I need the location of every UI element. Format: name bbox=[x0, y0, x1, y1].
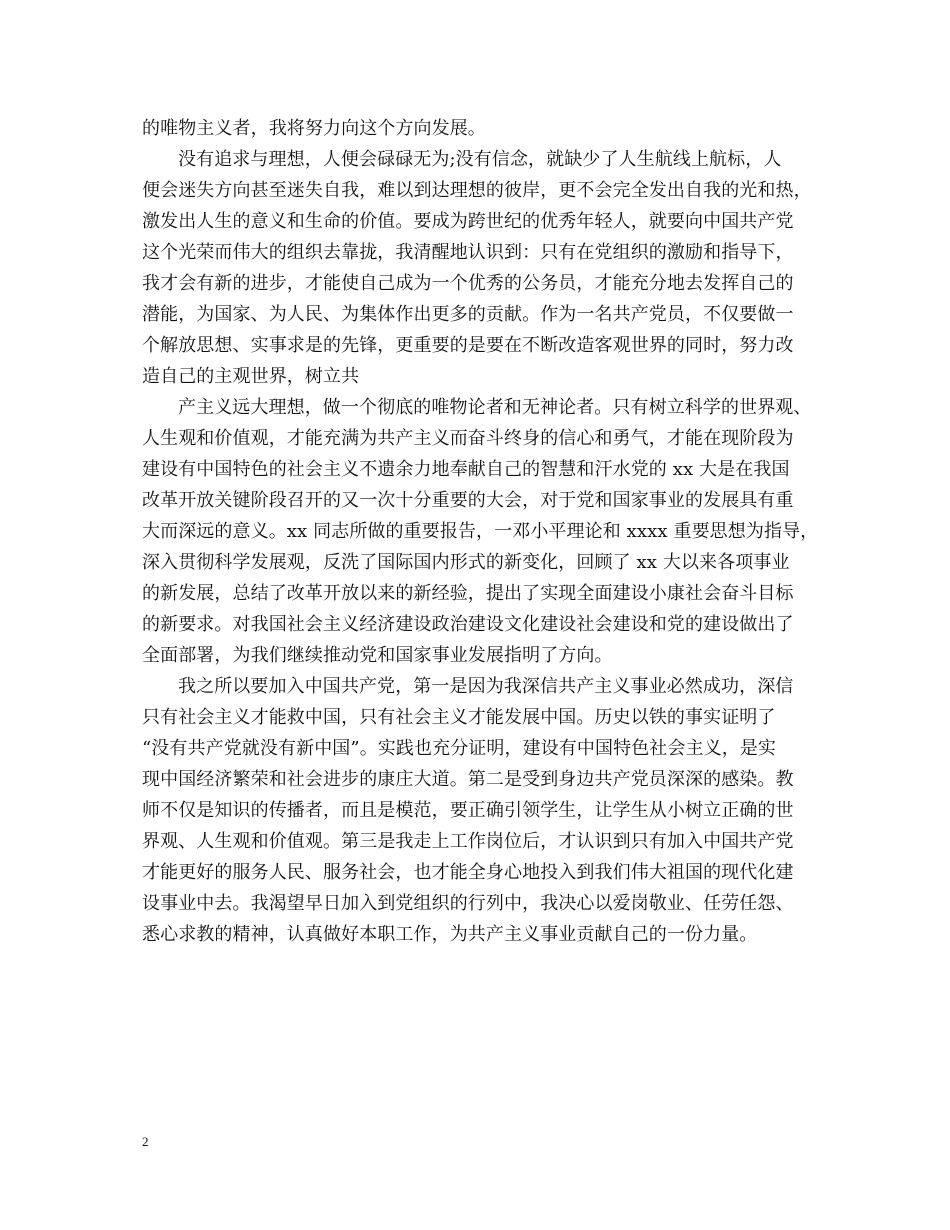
text-line: 全面部署，为我们继续推动党和国家事业发展指明了方向。 bbox=[142, 645, 613, 666]
text-line: 深入贯彻科学发展观，反洗了国际国内形式的新变化，回顾了 xx 大以来各项事业 bbox=[142, 552, 790, 573]
text-line: “没有共产党就没有新中国”。实践也充分证明，建设有中国特色社会主义，是实 bbox=[142, 738, 777, 759]
text-line: 激发出人生的意义和生命的价值。要成为跨世纪的优秀年轻人，就要向中国共产党 bbox=[142, 211, 794, 232]
text-line: 现中国经济繁荣和社会进步的康庄大道。第二是受到身边共产党员深深的感染。教 bbox=[142, 769, 794, 790]
text-line: 界观、人生观和价值观。第三是我走上工作岗位后，才认识到只有加入中国共产党 bbox=[142, 831, 794, 852]
text-line: 我才会有新的进步，才能使自己成为一个优秀的公务员，才能充分地去发挥自己的 bbox=[142, 273, 794, 294]
text-line: 我之所以要加入中国共产党，第一是因为我深信共产主义事业必然成功，深信 bbox=[178, 676, 794, 697]
text-line: 才能更好的服务人民、服务社会，也才能全身心地投入到我们伟大祖国的现代化建 bbox=[142, 862, 794, 883]
text-line: 师不仅是知识的传播者，而且是模范，要正确引领学生，让学生从小树立正确的世 bbox=[142, 800, 794, 821]
text-line: 人生观和价值观，才能充满为共产主义而奋斗终身的信心和勇气，才能在现阶段为 bbox=[142, 428, 794, 449]
text-line: 没有追求与理想，人便会碌碌无为;没有信念，就缺少了人生航线上航标，人 bbox=[178, 149, 782, 170]
text-line: 只有社会主义才能救中国，只有社会主义才能发展中国。历史以铁的事实证明了 bbox=[142, 707, 776, 728]
text-line: 造自己的主观世界，树立共 bbox=[142, 366, 360, 387]
text-line: 的唯物主义者，我将努力向这个方向发展。 bbox=[142, 118, 486, 139]
text-line: 产主义远大理想，做一个彻底的唯物论者和无神论者。只有树立科学的世界观、 bbox=[178, 397, 812, 418]
text-line: 这个光荣而伟大的组织去靠拢，我清醒地认识到：只有在党组织的激励和指导下， bbox=[142, 242, 794, 263]
body-text bbox=[142, 113, 832, 950]
text-line: 个解放思想、实事求是的先锋，更重要的是要在不断改造客观世界的同时，努力改 bbox=[142, 335, 794, 356]
text-line: 的新发展，总结了改革开放以来的新经验，提出了实现全面建设小康社会奋斗目标 bbox=[142, 583, 794, 604]
text-line: 的新要求。对我国社会主义经济建设政治建设文化建设社会建设和党的建设做出了 bbox=[142, 614, 794, 635]
text-line: 大而深远的意义。xx 同志所做的重要报告，一邓小平理论和 xxxx 重要思想为指导， bbox=[142, 521, 819, 542]
text-line: 便会迷失方向甚至迷失自我，难以到达理想的彼岸，更不会完全发出自我的光和热， bbox=[142, 180, 812, 201]
text-line: 改革开放关键阶段召开的又一次十分重要的大会，对于党和国家事业的发展具有重 bbox=[142, 490, 794, 511]
page-number: 2 bbox=[142, 1134, 149, 1149]
text-line: 悉心求教的精神，认真做好本职工作，为共产主义事业贡献自己的一份力量。 bbox=[142, 924, 758, 945]
text-line: 设事业中去。我渴望早日加入到党组织的行列中，我决心以爱岗敬业、任劳任怨、 bbox=[142, 893, 794, 914]
text-line: 建设有中国特色的社会主义不遗余力地奉献自己的智慧和汗水党的 xx 大是在我国 bbox=[142, 459, 790, 480]
text-line: 潜能，为国家、为人民、为集体作出更多的贡献。作为一名共产党员，不仅要做一 bbox=[142, 304, 794, 325]
